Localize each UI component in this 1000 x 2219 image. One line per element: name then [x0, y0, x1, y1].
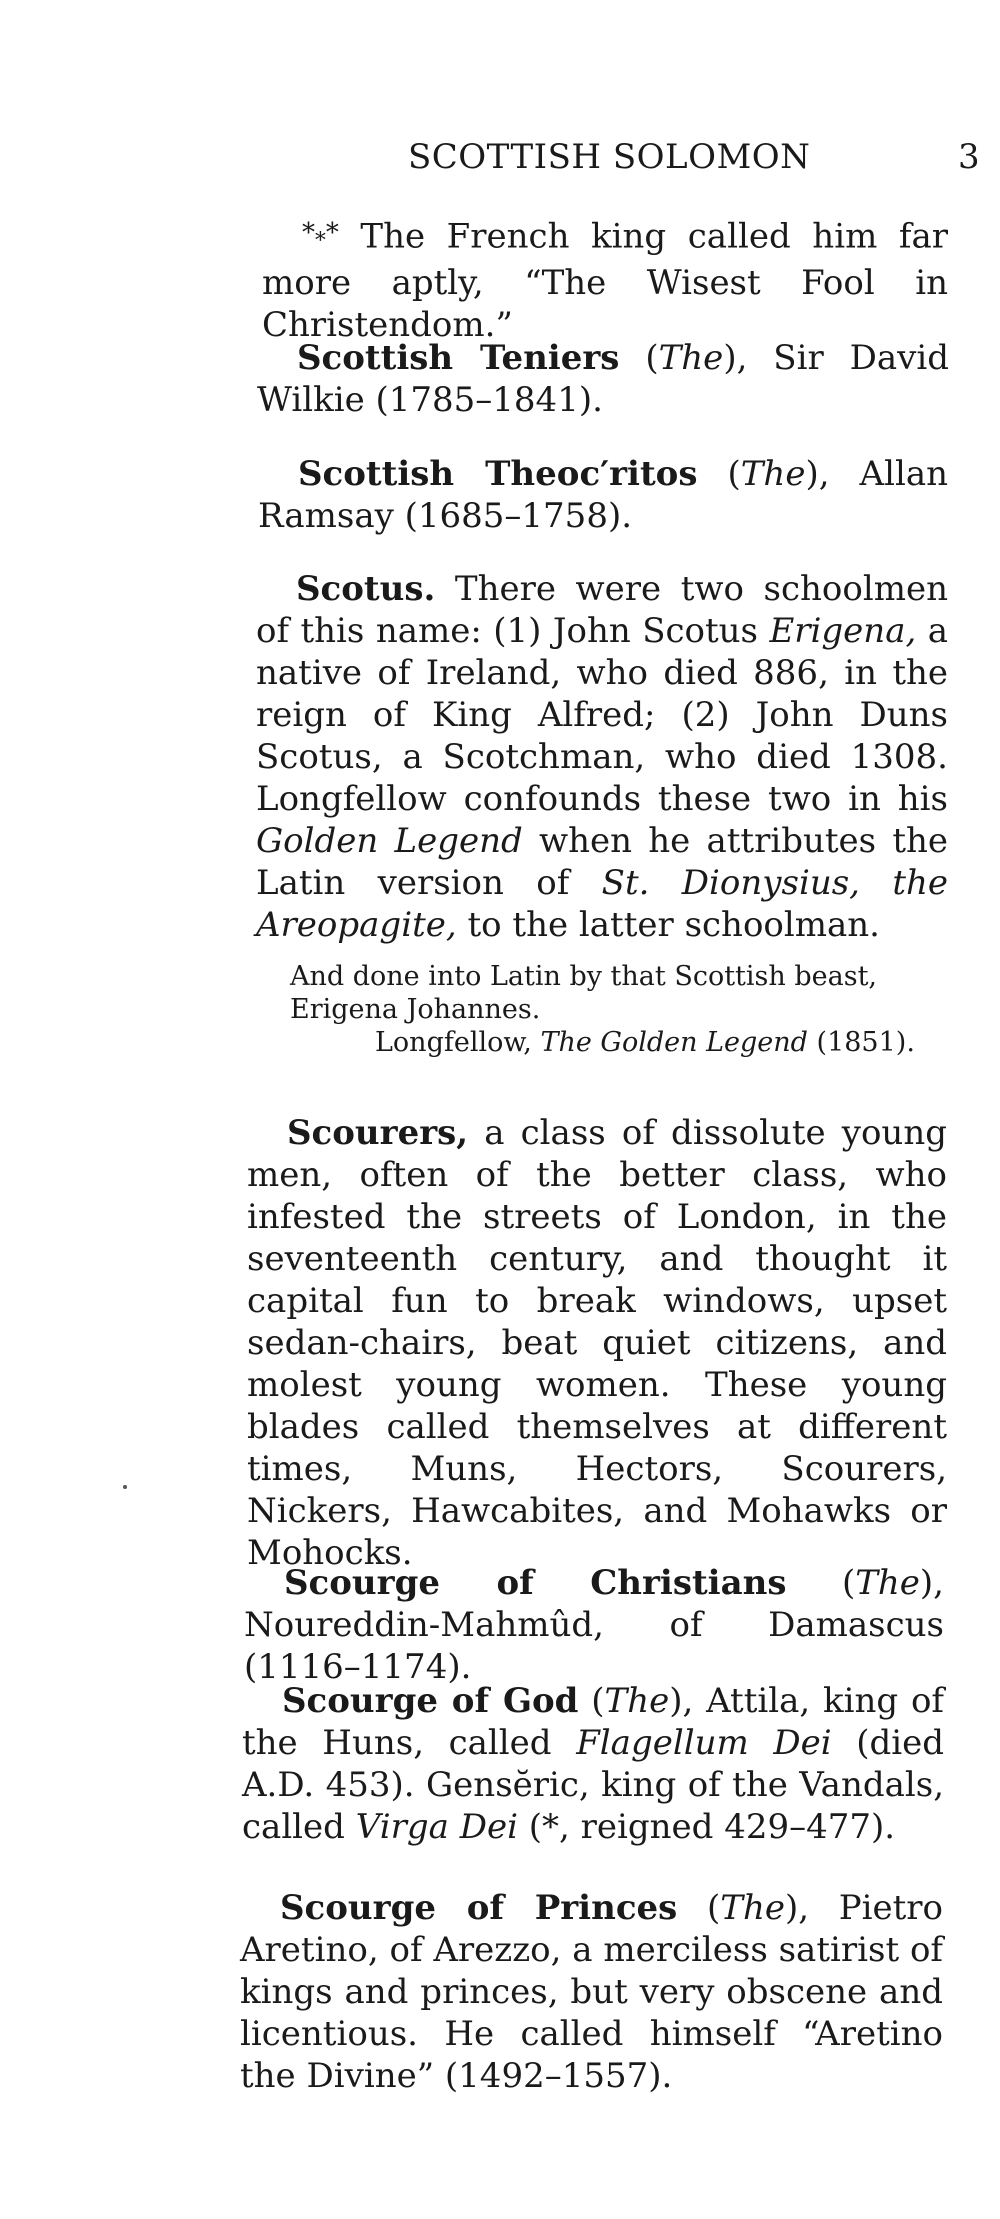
entry-scotus: Scotus. There were two schoolmen of this name: (1) John Scotus Erigena, a native of Ireland, who died 886, in the reign of King Alfred; (2) John Duns Scotus, a Scotchman, who died 1308. Longfellow confounds these two in his Golden Legend when he attributes the Latin version of St. Dionysius, the Areopagite, to the latter schoolman. [256, 569, 949, 945]
headword: Scourge of Princes [280, 1888, 678, 1928]
paper-speck [123, 1485, 127, 1489]
note-paragraph: $*_**$ The French king called him far more aptly, “The Wisest Fool in Christendom.” [262, 216, 948, 346]
quote-line: Erigena Johannes. [290, 994, 541, 1025]
quote-line: And done into Latin by that Scottish beast, [290, 961, 878, 992]
asterism-mark: $*_**$ [302, 218, 339, 254]
headword: Scotus. [296, 569, 436, 609]
running-header: SCOTTISH SOLOMON [408, 137, 811, 177]
entry-scourge-of-christians: Scourge of Christians (The), Noureddin-Mahmûd, of Damascus (1116–1174). [244, 1563, 944, 1687]
headword: Scottish Theoc′ritos [298, 454, 698, 494]
page-number: 3 [958, 137, 980, 177]
headword: Scourge of God [282, 1681, 579, 1721]
entry-scourge-of-princes: Scourge of Princes (The), Pietro Aretino, of Arezzo, a merciless satirist of kings and princes, but very obscene and licentious. He called himself “Aretino the Divine” (1492–1557). [240, 1888, 943, 2096]
verse-quotation [290, 960, 950, 1059]
entry-scourge-of-god: Scourge of God (The), Attila, king of the Huns, called Flagellum Dei (died A.D. 453). Gensĕric, king of the Vandals, called Virga Dei (*, reigned 429–477). [242, 1681, 945, 1847]
headword: Scourers, [287, 1113, 469, 1153]
entry-scottish-teniers: Scottish Teniers (The), Sir David Wilkie (1785–1841). [257, 338, 950, 420]
headword: Scourge of Christians [284, 1563, 787, 1603]
entry-scottish-theocritos: Scottish Theoc′ritos (The), Allan Ramsay (1685–1758). [258, 454, 948, 536]
entry-scourers: Scourers, a class of dissolute young men, often of the better class, who infested the streets of London, in the seventeenth century, and thought it capital fun to break windows, upset sedan-chairs, beat quiet citizens, and molest young women. These young blades called themselves at different times, Muns, Hectors, Scourers, Nickers, Hawcabites, and Mohawks or Mohocks. [247, 1113, 947, 1573]
quote-attribution: Longfellow, The Golden Legend (1851). [375, 1027, 915, 1058]
headword: Scottish Teniers [297, 338, 620, 378]
